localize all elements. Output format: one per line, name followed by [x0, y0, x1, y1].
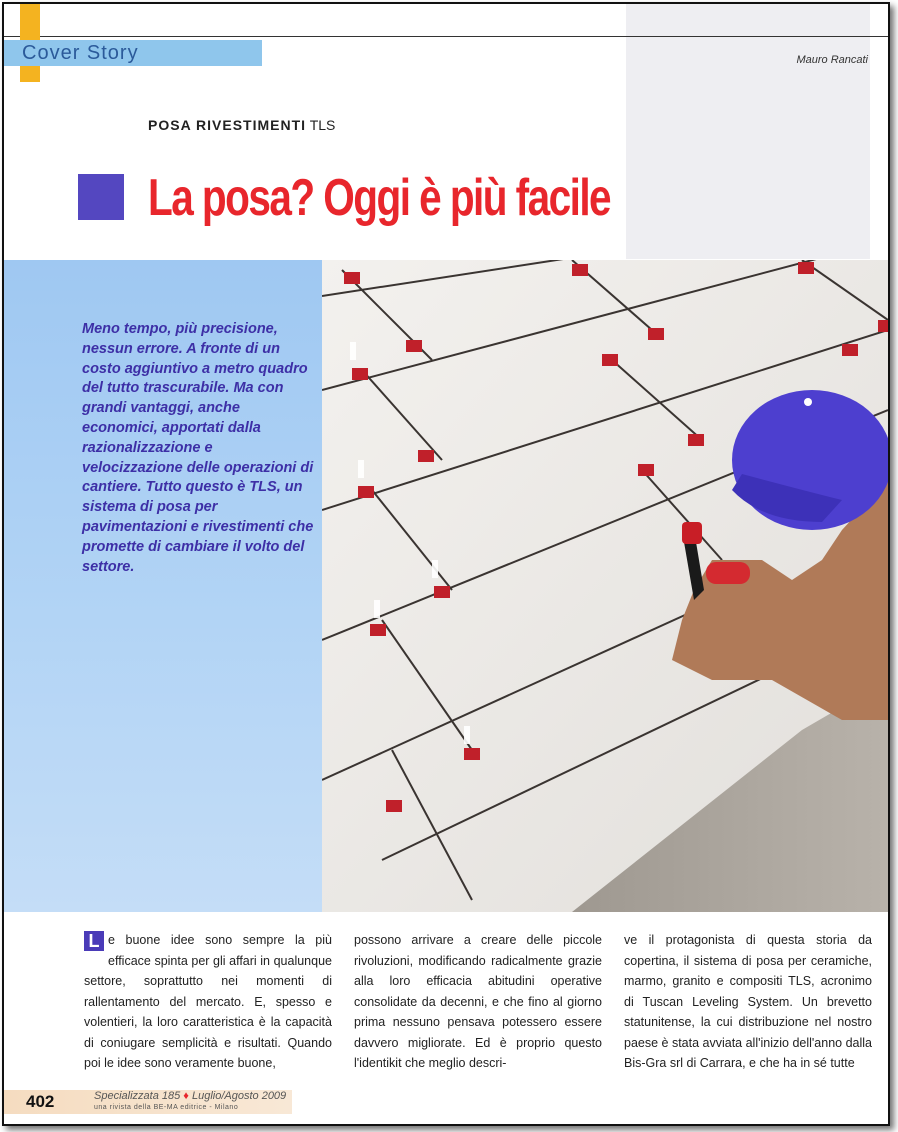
headline: La posa? Oggi è più facile	[148, 169, 611, 227]
body-column-2: possono arrivare a creare delle piccole rivoluzioni, modificando radicalmente grazie alla loro efficacia abitudini operative consolidate da decenni, e che fino al giorno prima nessuno pensava potessero essere davvero migliorate. Ed è proprio questo l'identikit che meglio descri-	[354, 933, 602, 1070]
magazine-page	[2, 2, 890, 1126]
page-number: 402	[26, 1092, 55, 1111]
drop-cap: L	[84, 931, 104, 951]
diamond-icon: ♦	[183, 1090, 189, 1102]
section-label	[148, 117, 335, 133]
section-label-bold: POSA RIVESTIMENTI	[148, 117, 307, 133]
cover-story-label: Cover Story	[22, 42, 139, 64]
body-column-1	[84, 930, 332, 1074]
issue-date: Luglio/Agosto 2009	[191, 1090, 287, 1102]
footer-publisher: una rivista della BE-MA editrice - Milano	[94, 1104, 239, 1111]
section-label-light: TLS	[309, 117, 336, 133]
author-name: Mauro Rancati	[796, 54, 868, 66]
title-square-icon	[78, 174, 124, 220]
photo-tile-leveling	[322, 260, 888, 912]
body-column-1-text: e buone idee sono sempre la più efficace spinta per gli affari in qualunque settore, soprattutto nei momenti di rallentamento del mercato. E, spesso e volentieri, la loro caratteristica è la capacità di coniugare semplicità e risultati. Quando poi le idee sono veramente buone,	[84, 933, 332, 1070]
footer-magazine-info	[94, 1090, 286, 1102]
magazine-name: Specializzata 185	[94, 1090, 181, 1102]
body-column-3: ve il protagonista di questa storia da copertina, il sistema di posa per ceramiche, marmo, granito e compositi TLS, acronimo di Tuscan Leveling System. Un brevetto statunitense, la cui distribuzione nel nostro paese è stata avviata all'inizio dell'anno dalla Bis-Gra srl di Carrara, e che ha in sé tutte	[624, 933, 872, 1070]
tile-photo-illustration	[322, 260, 888, 912]
lead-paragraph: Meno tempo, più precisione, nessun errore. A fronte di un costo aggiuntivo a metro quadro del tutto trascurabile. Ma con grandi vantaggi, anche economici, apportati dalla razionalizzazione e velocizzazione delle operazioni di cantiere. Tutto questo è TLS, un sistema di posa per pavimentazioni e rivestimenti che promette di cambiare il volto del settore.	[82, 321, 314, 575]
top-rule	[4, 36, 888, 37]
header-gray-strip	[626, 4, 870, 259]
